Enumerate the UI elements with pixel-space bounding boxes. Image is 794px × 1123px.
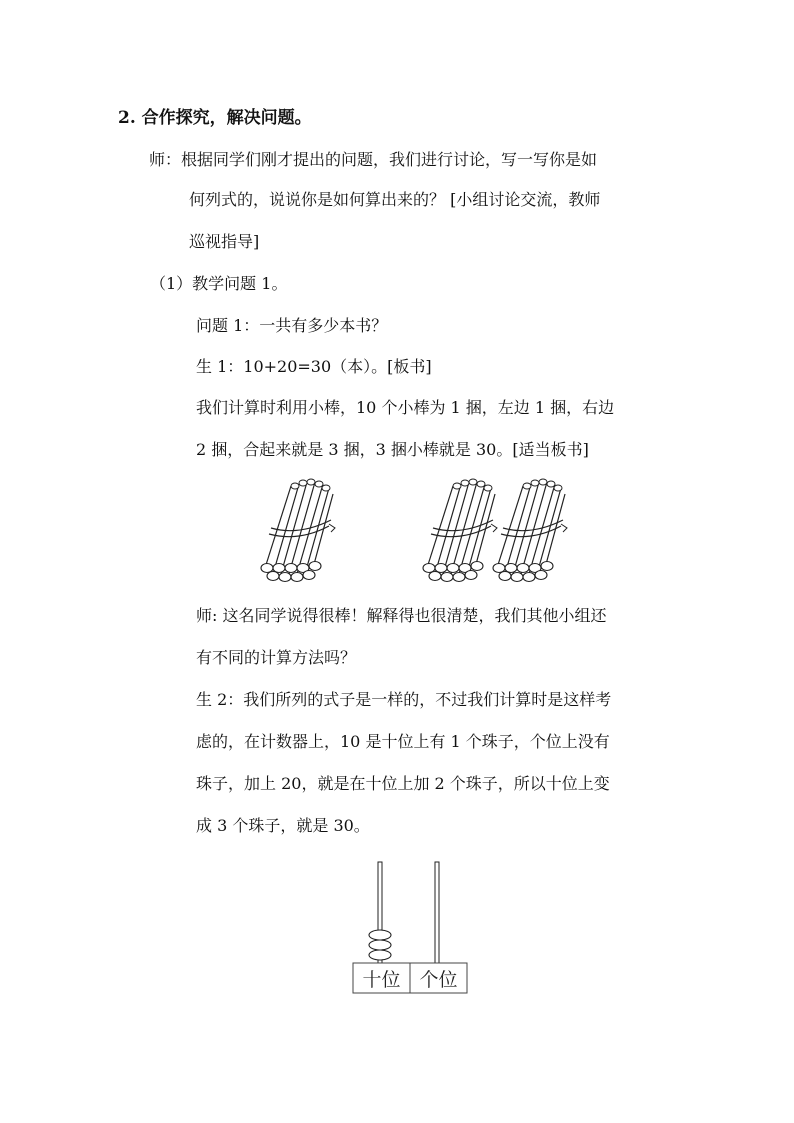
explanation-line-2: 2 捆，合起来就是 3 捆，3 捆小棒就是 30。[适当板书] — [196, 440, 589, 459]
ones-label: 个位 — [419, 969, 458, 991]
teacher-intro-line-3: 巡视指导] — [189, 232, 260, 251]
question-1: 问题 1：一共有多少本书？ — [196, 316, 388, 335]
ones-rod — [435, 862, 439, 964]
student-2-line-4: 成 3 个珠子，就是 30。 — [196, 816, 370, 835]
tens-bead — [369, 950, 391, 960]
student-1-answer: 生 1：10+20=30（本）。[板书] — [196, 357, 432, 376]
counting-frame — [345, 858, 475, 998]
teacher-praise-line-1: 师: 这名同学说得很棒！解释得也很清楚，我们其他小组还 — [196, 606, 607, 625]
teacher-intro-line-2: 何列式的，说说你是如何算出来的？ [小组讨论交流，教师 — [189, 190, 601, 209]
section-heading: 2. 合作探究，解决问题。 — [118, 108, 312, 128]
teacher-intro-line-1: 师：根据同学们刚才提出的问题，我们进行讨论，写一写你是如 — [149, 150, 598, 169]
stick-bundles-illustration — [255, 476, 575, 586]
student-2-line-1: 生 2：我们所列的式子是一样的，不过我们计算时是这样考 — [196, 690, 612, 709]
problem-1-title: （1）教学问题 1。 — [150, 274, 288, 293]
teacher-praise-line-2: 有不同的计算方法吗？ — [196, 648, 357, 667]
tens-bead — [369, 940, 391, 950]
tens-label: 十位 — [362, 969, 401, 991]
student-2-line-2: 虑的，在计数器上，10 是十位上有 1 个珠子，个位上没有 — [196, 732, 610, 751]
tens-bead — [369, 930, 391, 940]
stick-bundle-right-2 — [493, 479, 567, 582]
stick-bundle-left — [261, 479, 335, 582]
student-2-line-3: 珠子，加上 20，就是在十位上加 2 个珠子，所以十位上变 — [196, 774, 610, 793]
stick-bundle-right-1 — [423, 479, 497, 582]
explanation-line-1: 我们计算时利用小棒，10 个小棒为 1 捆，左边 1 捆，右边 — [196, 398, 615, 417]
